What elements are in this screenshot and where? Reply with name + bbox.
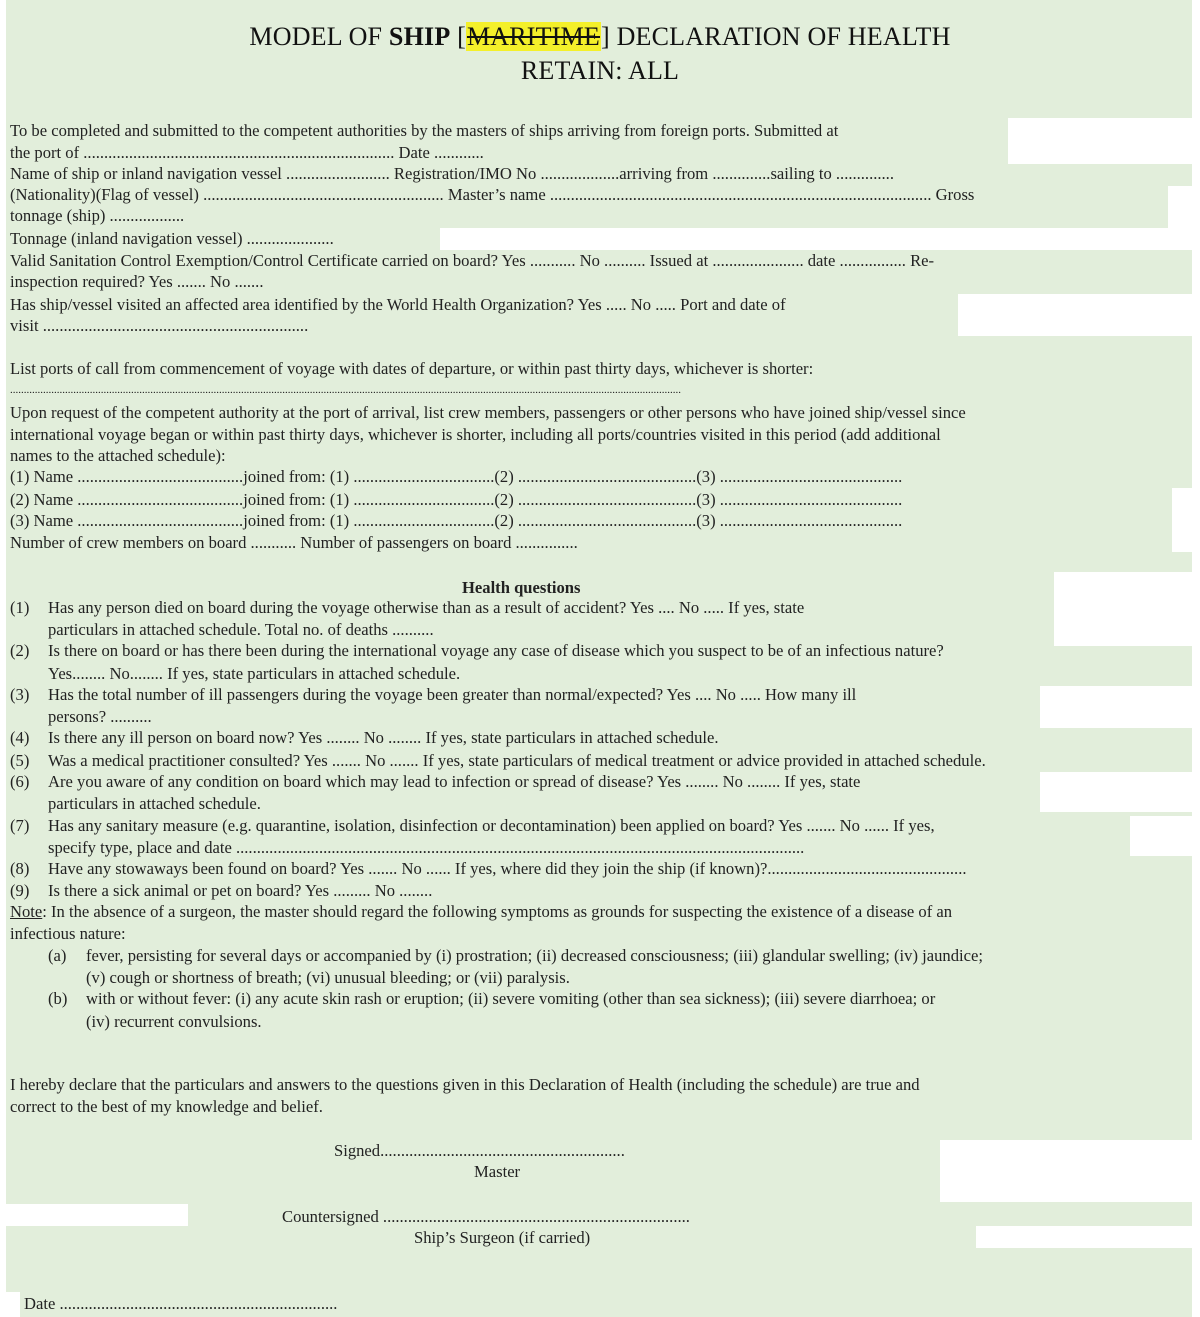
crew-intro-line: Upon request of the competent authority at the port of arrival, list crew members, passengers or other persons who have joined ship/vessel since bbox=[10, 403, 966, 422]
master-label: Master bbox=[474, 1162, 521, 1181]
retain-line: RETAIN: ALL bbox=[520, 56, 680, 85]
question-line: Yes........ No........ If yes, state particulars in attached schedule. bbox=[48, 664, 461, 683]
header-line: Valid Sanitation Control Exemption/Control Certificate carried on board? Yes ........... No .......... Issued at ...................... date ................ Re- bbox=[10, 251, 935, 270]
joined-line: (2) Name ........................................joined from: (1) ..................................(2) ...........................................(3) ............................................ bbox=[10, 490, 903, 509]
note-line: Note: In the absence of a surgeon, the master should regard the following symptoms as grounds for suspecting the existence of a disease of an bbox=[10, 902, 953, 921]
margin-gap bbox=[1130, 816, 1192, 856]
header-line: Name of ship or inland navigation vessel ......................... Registration/IMO No ...................arriving from ..............sailing to .............. bbox=[10, 164, 894, 183]
question-number: (2) bbox=[10, 641, 30, 660]
note-item-line: (iv) recurrent convulsions. bbox=[86, 1012, 262, 1031]
question-line: Has the total number of ill passengers during the voyage been greater than normal/expected? Yes .... No ..... How many ill bbox=[48, 685, 857, 704]
question-number: (6) bbox=[10, 772, 30, 791]
question-number: (9) bbox=[10, 881, 30, 900]
header-line: inspection required? Yes ....... No ....... bbox=[10, 272, 264, 291]
joined-line: (1) Name ........................................joined from: (1) ..................................(2) ...........................................(3) ............................................ bbox=[10, 467, 903, 486]
crew-intro-line: names to the attached schedule): bbox=[10, 446, 226, 465]
signed-field: Signed........................................................... bbox=[334, 1141, 625, 1160]
note-item-label: (b) bbox=[48, 989, 68, 1008]
declaration-line: I hereby declare that the particulars and answers to the questions given in this Declaration of Health (including the schedule) are true and bbox=[10, 1075, 920, 1094]
question-line: Have any stowaways been found on board? Yes ....... No ...... If yes, where did they join the ship (if known)?................................................ bbox=[48, 859, 967, 878]
margin-gap bbox=[0, 1292, 20, 1317]
question-number: (4) bbox=[10, 728, 30, 747]
header-line: tonnage (ship) .................. bbox=[10, 206, 185, 225]
header-line: Tonnage (inland navigation vessel) ..................... bbox=[10, 229, 334, 248]
header-line: visit ................................................................ bbox=[10, 316, 309, 335]
crew-intro-line: international voyage began or within past thirty days, whichever is shorter, including all ports/countries visited in this period (add additional bbox=[10, 425, 941, 444]
margin-gap bbox=[1040, 686, 1192, 728]
question-line: specify type, place and date ......................................................................................................................................... bbox=[48, 838, 805, 857]
margin-gap bbox=[958, 294, 1192, 336]
document-title: MODEL OF SHIP [MARITIME] DECLARATION OF HEALTH bbox=[249, 22, 951, 51]
ports-line: List ports of call from commencement of voyage with dates of departure, or within past thirty days, whichever is shorter: bbox=[10, 359, 814, 378]
question-number: (1) bbox=[10, 598, 30, 617]
question-line: persons? .......... bbox=[48, 707, 152, 726]
note-item-label: (a) bbox=[48, 946, 67, 965]
margin-gap bbox=[6, 1204, 188, 1226]
header-line: (Nationality)(Flag of vessel) .......................................................... Master’s name ............................................................................................ Gross bbox=[10, 185, 975, 204]
declaration-line: correct to the best of my knowledge and belief. bbox=[10, 1097, 323, 1116]
margin-gap bbox=[1054, 572, 1192, 646]
question-line: Is there a sick animal or pet on board? Yes ......... No ........ bbox=[48, 881, 433, 900]
margin-gap bbox=[1172, 488, 1192, 552]
question-line: Are you aware of any condition on board which may lead to infection or spread of disease? Yes ........ No ........ If yes, state bbox=[48, 772, 861, 791]
question-line: Is there any ill person on board now? Yes ........ No ........ If yes, state particulars in attached schedule. bbox=[48, 728, 719, 747]
date-field: Date ................................................................... bbox=[24, 1294, 338, 1313]
counts-line: Number of crew members on board ........... Number of passengers on board ............... bbox=[10, 533, 578, 552]
question-number: (8) bbox=[10, 859, 30, 878]
note-item-line: (v) cough or shortness of breath; (vi) unusual bleeding; or (vii) paralysis. bbox=[86, 968, 570, 987]
question-line: Is there on board or has there been during the international voyage any case of disease which you suspect to be of an infectious nature? bbox=[48, 641, 944, 660]
surgeon-label: Ship’s Surgeon (if carried) bbox=[414, 1228, 591, 1247]
question-line: particulars in attached schedule. Total no. of deaths .......... bbox=[48, 620, 434, 639]
question-line: Has any person died on board during the voyage otherwise than as a result of accident? Yes .... No ..... If yes, state bbox=[48, 598, 805, 617]
question-number: (7) bbox=[10, 816, 30, 835]
joined-line: (3) Name ........................................joined from: (1) ..................................(2) ...........................................(3) ............................................ bbox=[10, 511, 903, 530]
strikethrough-highlight: MARITIME bbox=[466, 22, 601, 51]
margin-gap bbox=[440, 228, 1192, 250]
note-item-line: with or without fever: (i) any acute skin rash or eruption; (ii) severe vomiting (other than sea sickness); (iii) severe diarrhoea; or bbox=[86, 989, 936, 1008]
margin-gap bbox=[1008, 118, 1192, 164]
question-line: Has any sanitary measure (e.g. quarantine, isolation, disinfection or decontamination) been applied on board? Yes ....... No ...... If yes, bbox=[48, 816, 935, 835]
countersigned-field: Countersigned .......................................................................... bbox=[282, 1207, 690, 1226]
note-item-line: fever, persisting for several days or accompanied by (i) prostration; (ii) decreased consciousness; (iii) glandular swelling; (iv) jaundice; bbox=[86, 946, 983, 965]
question-number: (3) bbox=[10, 685, 30, 704]
question-line: Was a medical practitioner consulted? Yes ....... No ....... If yes, state particulars of medical treatment or advice provided in attached schedule. bbox=[48, 751, 986, 770]
header-line: To be completed and submitted to the competent authorities by the masters of ships arriving from foreign ports. Submitted at bbox=[10, 121, 839, 140]
margin-gap bbox=[1168, 186, 1192, 228]
margin-gap bbox=[976, 1226, 1192, 1248]
margin-gap bbox=[1040, 772, 1192, 812]
header-line: Has ship/vessel visited an affected area identified by the World Health Organization? Yes ..... No ..... Port and date of bbox=[10, 295, 786, 314]
health-questions-heading: Health questions bbox=[462, 578, 581, 597]
ports-dots: .................................................................................................................................................................................................................................................... bbox=[10, 384, 681, 396]
note-line: infectious nature: bbox=[10, 924, 126, 943]
question-number: (5) bbox=[10, 751, 30, 770]
question-line: particulars in attached schedule. bbox=[48, 794, 261, 813]
margin-gap bbox=[940, 1140, 1192, 1202]
header-line: the port of ........................................................................... Date ............ bbox=[10, 143, 484, 162]
